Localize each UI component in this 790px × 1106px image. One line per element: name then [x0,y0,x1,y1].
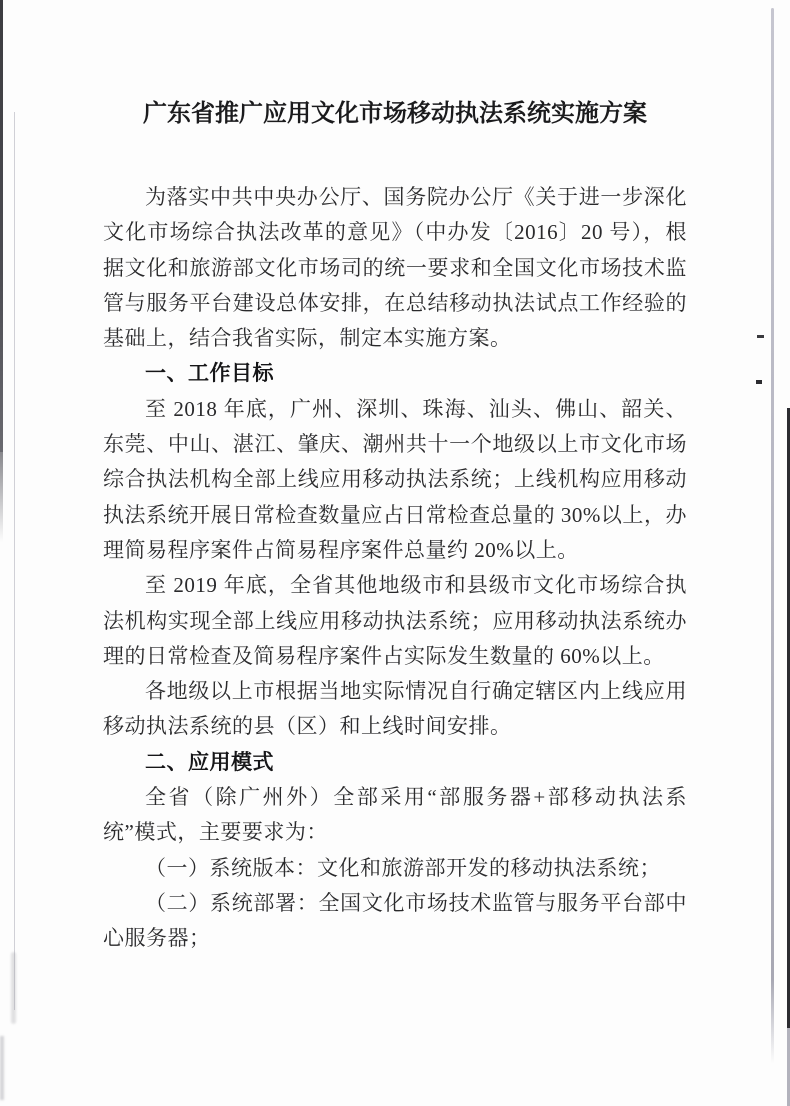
scan-left-fold-line [14,112,15,1010]
paragraph: （二）系统部署：全国文化市场技术监管与服务平台部中心服务器； [103,890,687,951]
scan-right-page-edge [771,8,774,1064]
scan-edge-left-fade [0,452,3,542]
document-content [103,0,687,957]
section-heading: 二、应用模式 [145,750,274,774]
scan-edge-left-strip [0,0,3,452]
section-heading: 一、工作目标 [145,362,274,386]
scan-dash-mark [756,380,762,384]
paragraph: 为落实中共中央办公厅、国务院办公厅《关于进一步深化文化市场综合执法改革的意见》（中办发〔2016〕20 号），根据文化和旅游部文化市场司的统一要求和全国文化市场技术监管与服务平台建设总体安排，在总结移动执法试点工作经验的基础上，结合我省实际，制定本实施方案。 [103,185,687,351]
document-body [103,180,687,957]
paragraph: 至 2018 年底，广州、深圳、珠海、汕头、佛山、韶关、东莞、中山、湛江、肇庆、潮州共十一个地级以上市文化市场综合执法机构全部上线应用移动执法系统；上线机构应用移动执法系统开展日常检查数量应占日常检查总量的 30%以上，办理简易程序案件占简易程序案件总量约 20%以上。 [103,396,687,562]
scan-dash-mark [757,335,764,338]
paragraph: 全省（除广州外）全部采用“部服务器+部移动执法系统”模式，主要要求为： [103,785,687,845]
scan-smudge [0,1036,4,1100]
paragraph: （一）系统版本：文化和旅游部开发的移动执法系统； [145,855,661,880]
paragraph: 至 2019 年底，全省其他地级市和县级市文化市场综合执法机构实现全部上线应用移动执法系统；应用移动执法系统办理的日常检查及简易程序案件占实际发生数量的 60%以上。 [103,573,687,668]
document-title: 广东省推广应用文化市场移动执法系统实施方案 [143,101,647,127]
scan-smudge [11,952,16,1024]
paragraph: 各地级以上市根据当地实际情况自行确定辖区内上线应用移动执法系统的县（区）和上线时间安排。 [103,679,687,739]
